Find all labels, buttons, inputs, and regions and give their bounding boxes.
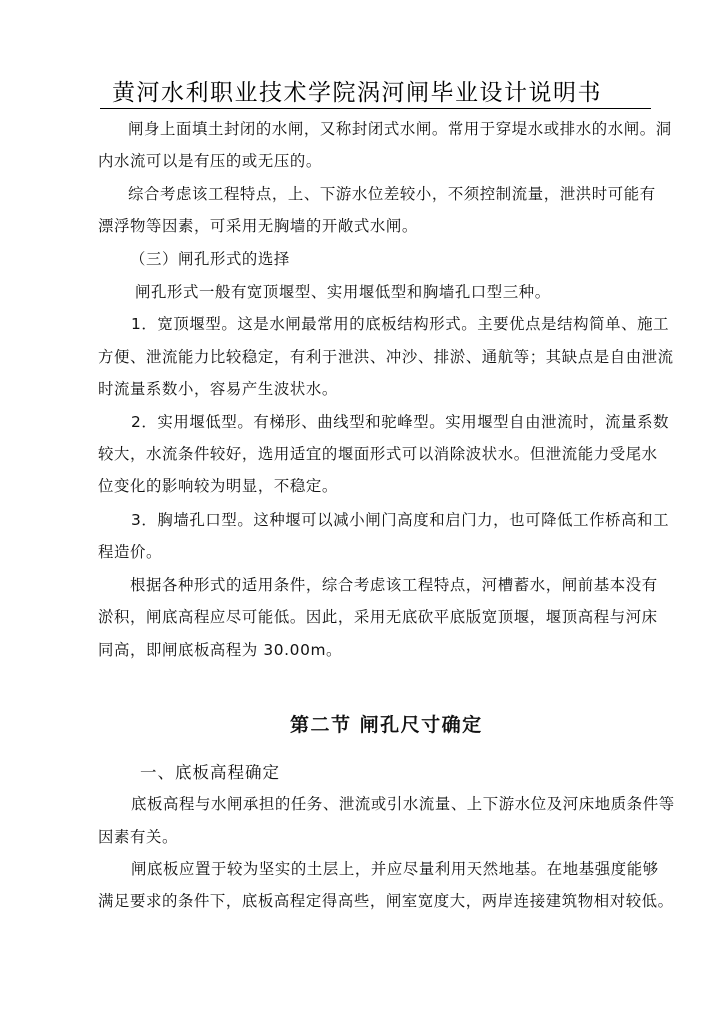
subsection-heading: （三）闸孔形式的选择	[130, 250, 290, 268]
paragraph-line: 位变化的影响较为明显，不稳定。	[98, 477, 338, 495]
paragraph-line: 根据各种形式的适用条件，综合考虑该工程特点，河槽蓄水，闸前基本没有	[130, 576, 658, 594]
paragraph-line: 方便、泄流能力比较稳定，有利于泄洪、冲沙、排淤、通航等；其缺点是自由泄流	[98, 348, 674, 366]
paragraph-line: 闸底板应置于较为坚实的土层上，并应尽量利用天然地基。在地基强度能够	[131, 860, 659, 878]
paragraph-line: 满足要求的条件下，底板高程定得高些，闸室宽度大，两岸连接建筑物相对较低。	[98, 892, 674, 910]
paragraph-line: 同高，即闸底板高程为 30.00m。	[98, 641, 343, 659]
paragraph-line: 较大，水流条件较好，选用适宜的堰面形式可以消除波状水。但泄流能力受尾水	[98, 445, 658, 463]
section-title: 第二节 闸孔尺寸确定	[290, 714, 483, 736]
paragraph-line: 3．胸墙孔口型。这种堰可以减小闸门高度和启门力，也可降低工作桥高和工	[131, 511, 670, 529]
paragraph-line: 淤积，闸底高程应尽可能低。因此，采用无底砍平底版宽顶堰，堰顶高程与河床	[98, 608, 658, 626]
paragraph-line: 综合考虑该工程特点，上、下游水位差较小，不须控制流量，泄洪时可能有	[128, 185, 656, 203]
paragraph-line: 时流量系数小，容易产生波状水。	[98, 380, 338, 398]
document-title: 黄河水利职业技术学院涡河闸毕业设计说明书	[112, 80, 602, 106]
paragraph-line: 1．宽顶堰型。这是水闸最常用的底板结构形式。主要优点是结构简单、施工	[131, 315, 670, 333]
paragraph-line: 闸孔形式一般有宽顶堰型、实用堰低型和胸墙孔口型三种。	[135, 283, 551, 301]
paragraph-line: 2．实用堰低型。有梯形、曲线型和驼峰型。实用堰型自由泄流时，流量系数	[131, 413, 670, 431]
paragraph-line: 因素有关。	[98, 828, 178, 846]
paragraph-line: 闸身上面填土封闭的水闸，又称封闭式水闸。常用于穿堤水或排水的水闸。洞	[128, 120, 672, 138]
paragraph-line: 程造价。	[98, 543, 162, 561]
subsection-heading: 一、底板高程确定	[140, 763, 280, 782]
paragraph-line: 漂浮物等因素，可采用无胸墙的开敞式水闸。	[98, 217, 418, 235]
paragraph-line: 内水流可以是有压的或无压的。	[98, 152, 322, 170]
paragraph-line: 底板高程与水闸承担的任务、泄流或引水流量、上下游水位及河床地质条件等	[131, 795, 675, 813]
header-rule	[100, 108, 651, 109]
